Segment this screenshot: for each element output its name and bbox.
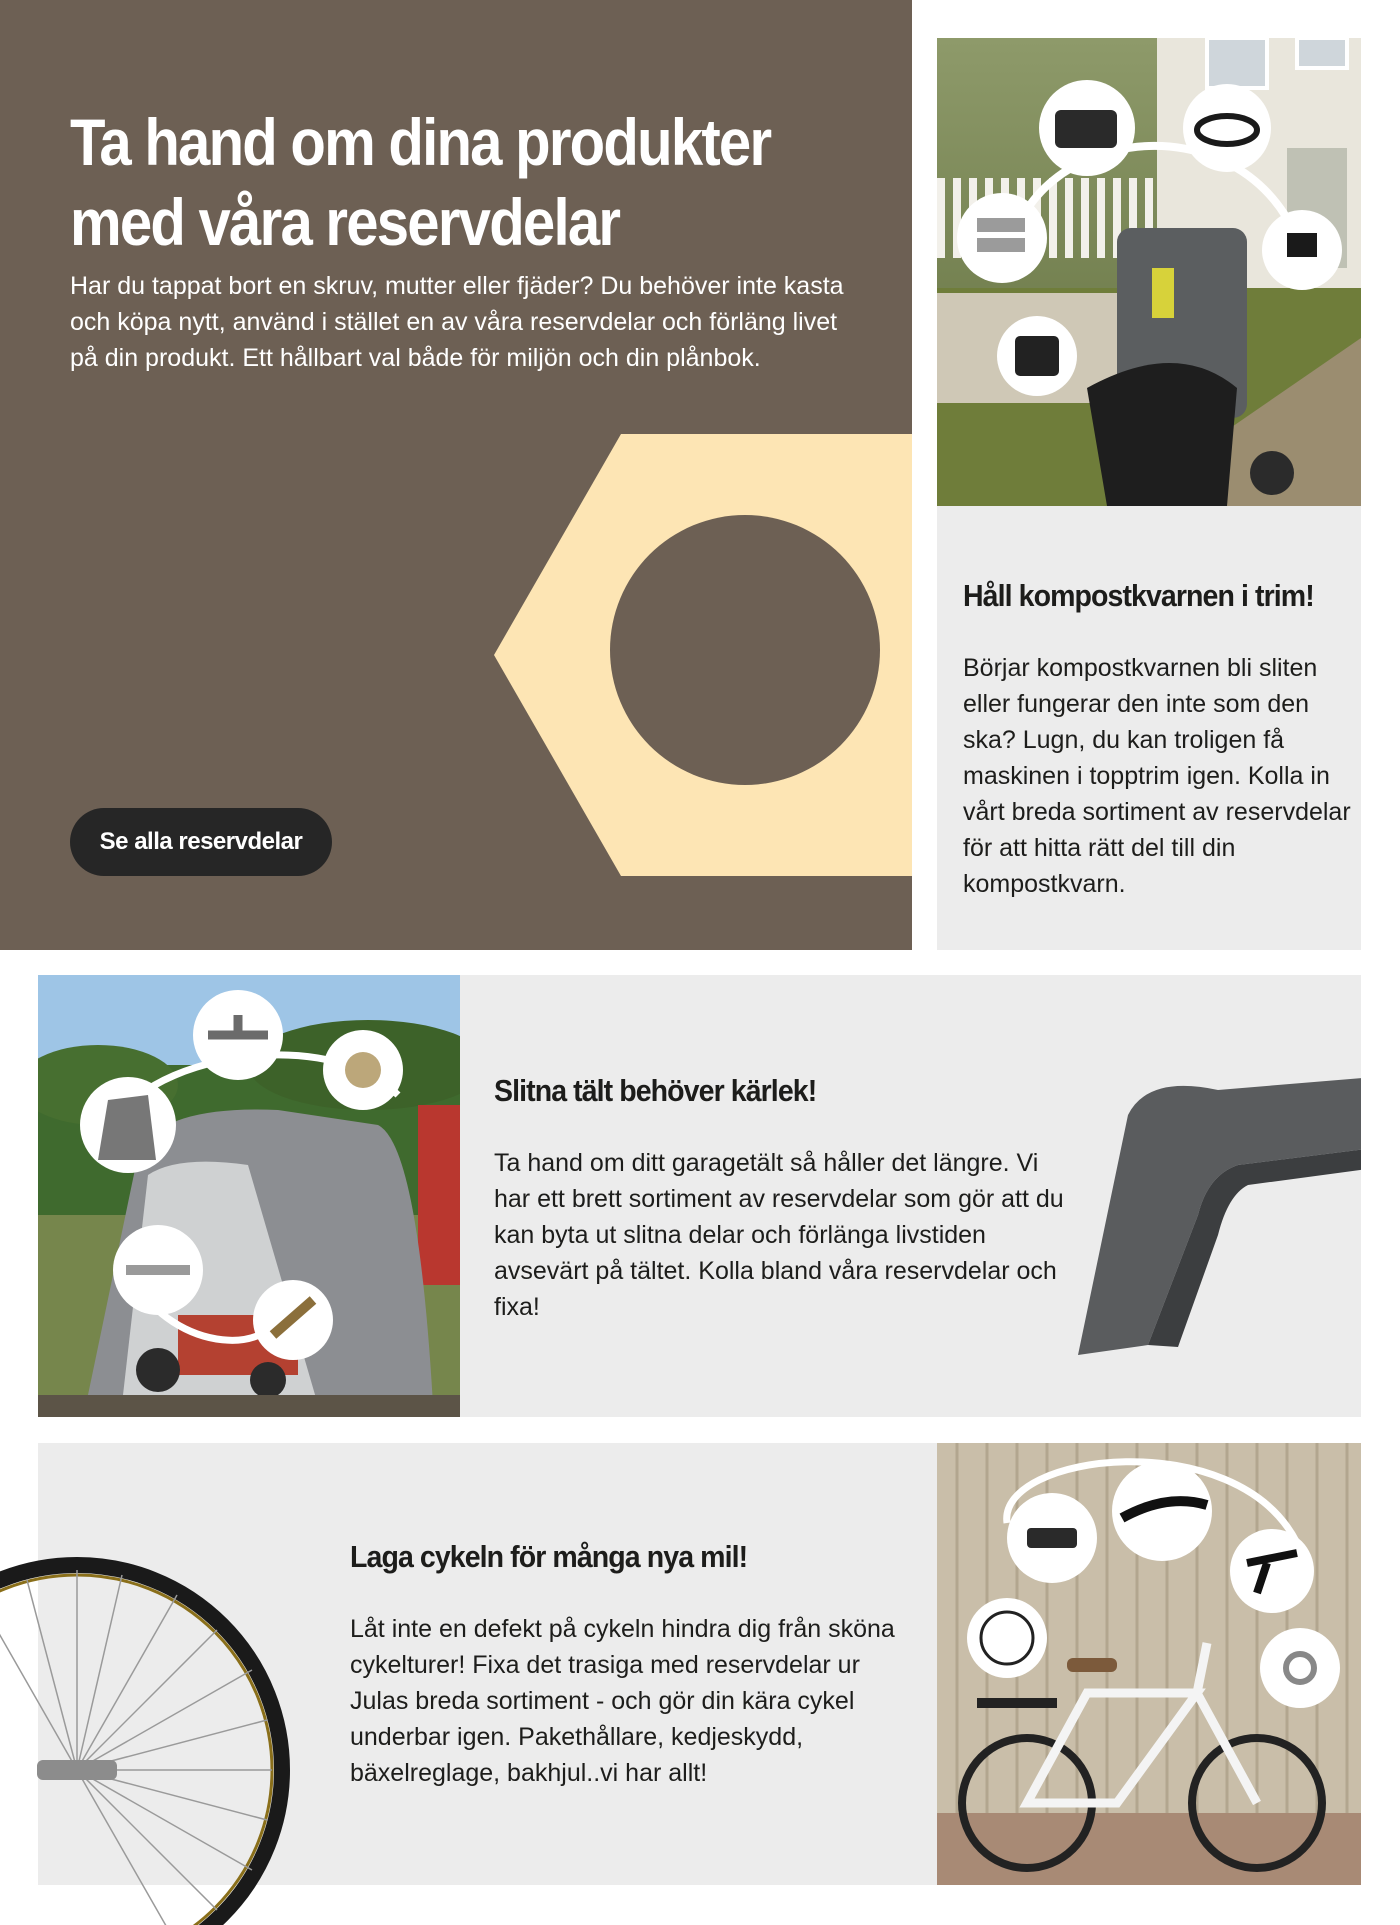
- hero-title: [70, 102, 792, 262]
- section-title: Laga cykeln för många nya mil!: [350, 1539, 748, 1574]
- section-title: Håll kompostkvarnen i trim!: [963, 578, 1314, 613]
- compost-shredder-card[interactable]: [937, 38, 1361, 950]
- bicycle-wheel-image: [0, 1480, 322, 1925]
- nut-icon: [494, 434, 912, 876]
- bicycle-photo: [937, 1443, 1361, 1885]
- section-body: Börjar kompostkvarnen bli sliten eller fungerar den inte som den ska? Lugn, du kan troligen få maskinen i topptrim igen. Kolla in vårt breda sortiment av reservdelar för att hitta rätt del till din kompostkvarn.: [963, 654, 1351, 898]
- compost-shredder-photo: [937, 38, 1361, 506]
- section-body: Ta hand om ditt garagetält så håller det längre. Vi har ett brett sortiment av reservdelar som gör att du kan byta ut slitna delar och förlänga livstiden avsevärt på tältet. Kolla bland våra reservdelar och fixa!: [494, 1149, 1064, 1321]
- hero-title-line1: Ta hand om dina produkter: [70, 105, 771, 179]
- garage-tent-photo: [38, 975, 460, 1417]
- hero-title-line2: med våra reservdelar: [70, 185, 620, 259]
- tent-frame-image: [1038, 1035, 1361, 1365]
- garage-tent-card[interactable]: [38, 975, 1361, 1417]
- section-body: Låt inte en defekt på cykeln hindra dig från sköna cykelturer! Fixa det trasiga med reservdelar ur Julas breda sortiment - och gör din kära cykel underbar igen. Pakethållare, kedjeskydd, bäxelreglage, bakhjul..vi har allt!: [350, 1615, 895, 1787]
- see-all-spare-parts-button[interactable]: Se alla reservdelar: [70, 808, 332, 876]
- section-title: Slitna tält behöver kärlek!: [494, 1073, 817, 1108]
- hero-banner: [0, 0, 912, 950]
- hero-body: Har du tappat bort en skruv, mutter eller fjäder? Du behöver inte kasta och köpa nytt, använd i stället en av våra reservdelar och förläng livet på din produkt. Ett hållbart val både för miljön och din plånbok.: [70, 272, 844, 372]
